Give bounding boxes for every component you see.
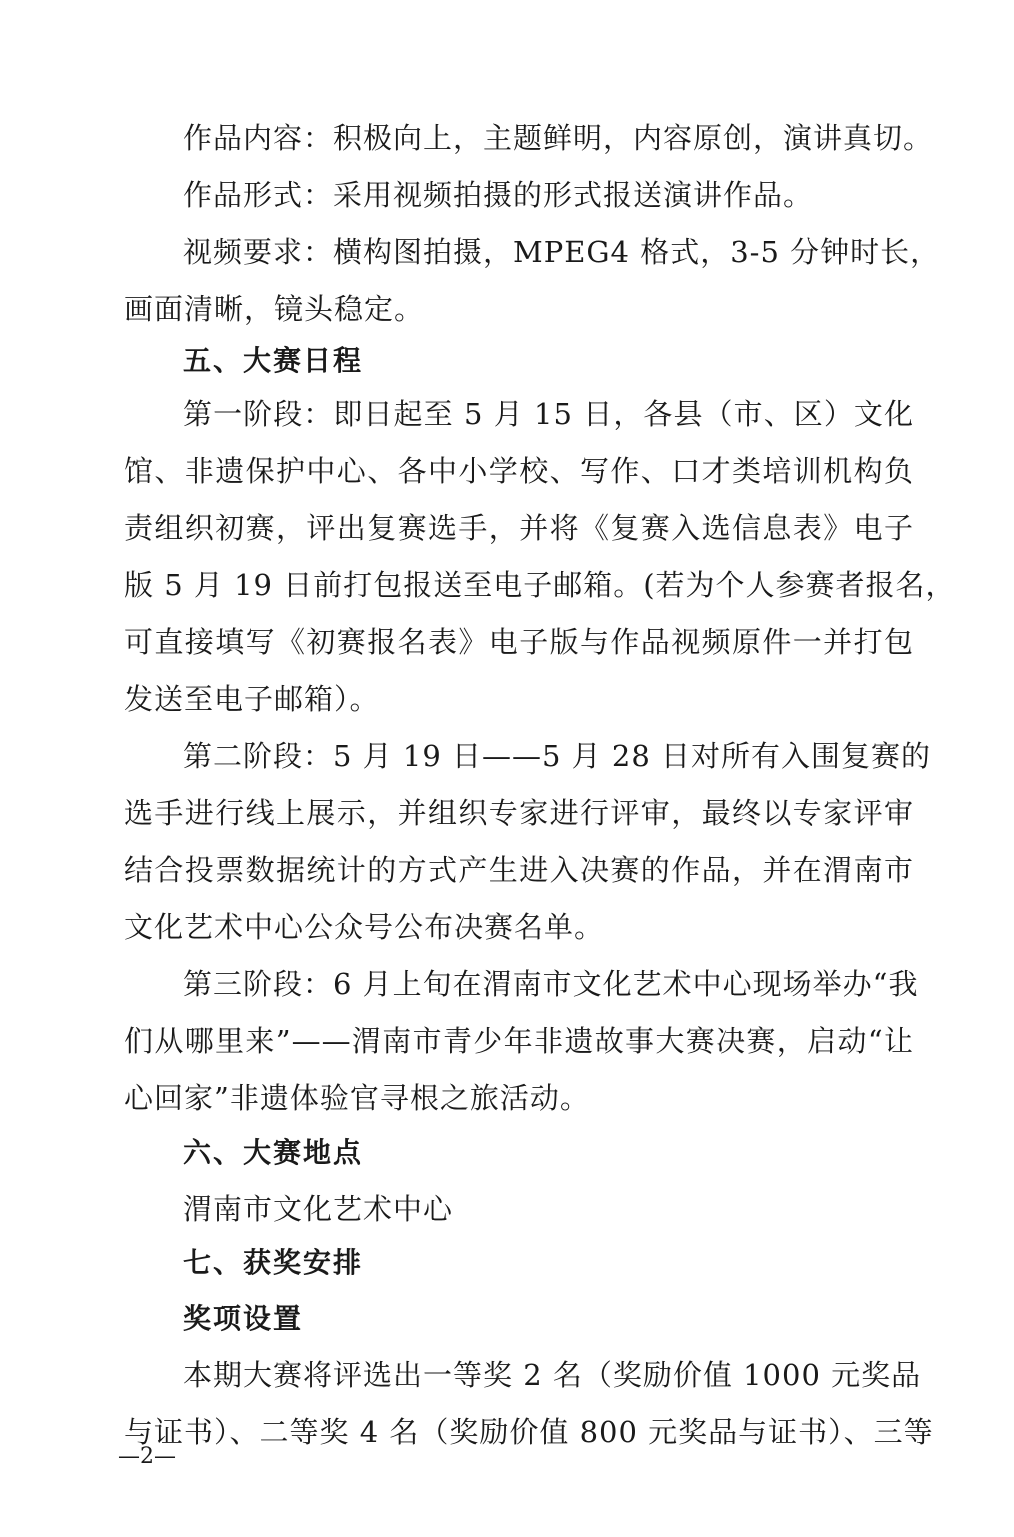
section-heading-awards: 七、获奖安排: [183, 1246, 364, 1279]
paragraph-line: 责组织初赛，评出复赛选手，并将《复赛入选信息表》电子: [124, 511, 914, 545]
paragraph-line: 第三阶段：6 月上旬在渭南市文化艺术中心现场举办“我: [183, 967, 919, 1001]
paragraph-line: 结合投票数据统计的方式产生进入决赛的作品，并在渭南市: [124, 853, 914, 887]
paragraph-line: 版 5 月 19 日前打包报送至电子邮箱。(若为个人参赛者报名，: [124, 568, 956, 602]
paragraph-line: 心回家”非遗体验官寻根之旅活动。: [124, 1081, 590, 1115]
paragraph-line: 可直接填写《初赛报名表》电子版与作品视频原件一并打包: [124, 625, 914, 659]
paragraph-line: 们从哪里来”——渭南市青少年非遗故事大赛决赛，启动“让: [124, 1024, 914, 1058]
subheading-award-setup: 奖项设置: [183, 1302, 304, 1335]
section-heading-venue: 六、大赛地点: [183, 1136, 364, 1169]
paragraph-line: 与证书）、二等奖 4 名（奖励价值 800 元奖品与证书）、三等: [124, 1415, 934, 1449]
paragraph-line: 第二阶段：5 月 19 日——5 月 28 日对所有入围复赛的: [183, 739, 932, 773]
paragraph-line: 作品内容：积极向上，主题鲜明，内容原创，演讲真切。: [183, 121, 934, 155]
page-number: —2—: [118, 1444, 176, 1469]
paragraph-line: 作品形式：采用视频拍摄的形式报送演讲作品。: [183, 178, 814, 212]
paragraph-line: 渭南市文化艺术中心: [183, 1192, 454, 1226]
paragraph-line: 第一阶段：即日起至 5 月 15 日，各县（市、区）文化: [183, 397, 914, 431]
paragraph-line: 本期大赛将评选出一等奖 2 名（奖励价值 1000 元奖品: [183, 1358, 922, 1392]
paragraph-line: 选手进行线上展示，并组织专家进行评审，最终以专家评审: [124, 796, 914, 830]
paragraph-line: 画面清晰，镜头稳定。: [124, 292, 425, 326]
section-heading-schedule: 五、大赛日程: [183, 344, 364, 377]
paragraph-line: 文化艺术中心公众号公布决赛名单。: [124, 910, 605, 944]
paragraph-line: 视频要求：横构图拍摄，MPEG4 格式，3-5 分钟时长，: [183, 235, 941, 269]
paragraph-line: 馆、非遗保护中心、各中小学校、写作、口才类培训机构负: [124, 454, 914, 488]
paragraph-line: 发送至电子邮箱）。: [124, 682, 380, 716]
